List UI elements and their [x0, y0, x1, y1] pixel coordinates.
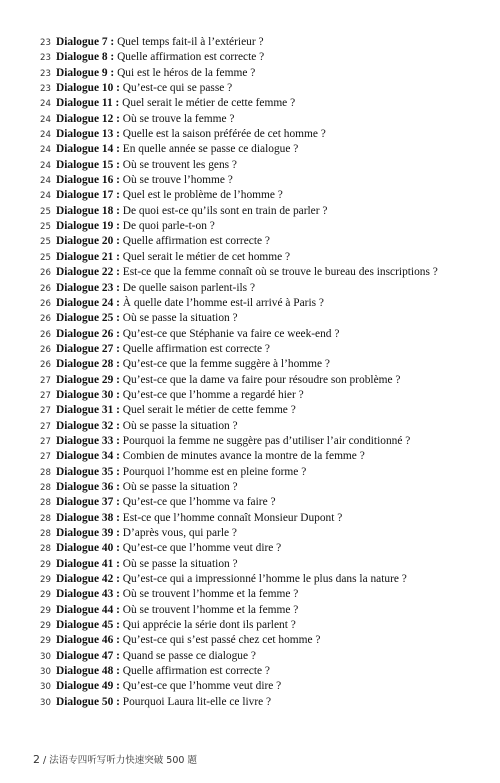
dialogue-row	[40, 480, 500, 495]
dialogue-row	[40, 357, 500, 372]
dialogue-label: Dialogue 15 :	[56, 158, 120, 171]
page-ref: 26	[40, 283, 51, 294]
dialogue-question: Quand se passe ce dialogue ?	[122, 649, 256, 662]
dialogue-row	[40, 618, 500, 633]
dialogue-row	[40, 649, 500, 664]
dialogue-question: Qui est le héros de la femme ?	[117, 66, 256, 79]
dialogue-label: Dialogue 25 :	[56, 312, 120, 325]
dialogue-label: Dialogue 49 :	[56, 680, 120, 693]
page-ref: 28	[40, 482, 51, 493]
dialogue-row	[40, 50, 500, 65]
dialogue-label: Dialogue 10 :	[56, 82, 120, 95]
dialogue-row	[40, 664, 500, 679]
page-ref: 27	[40, 390, 51, 401]
dialogue-question: Où se passe la situation ?	[122, 419, 238, 432]
page-ref: 24	[40, 99, 51, 110]
page-ref: 27	[40, 375, 51, 386]
page-ref: 29	[40, 621, 51, 632]
page-ref: 25	[40, 252, 51, 263]
dialogue-label: Dialogue 47 :	[56, 649, 120, 662]
dialogue-question: Quel est le problème de l’homme ?	[122, 189, 283, 202]
dialogue-question: Pourquoi l’homme est en pleine forme ?	[122, 465, 307, 478]
dialogue-label: Dialogue 28 :	[56, 358, 120, 371]
page-ref: 27	[40, 406, 51, 417]
page-ref: 29	[40, 605, 51, 616]
dialogue-label: Dialogue 45 :	[56, 619, 120, 632]
dialogue-row	[40, 265, 500, 280]
dialogue-label: Dialogue 12 :	[56, 112, 120, 125]
dialogue-row	[40, 587, 500, 602]
dialogue-label: Dialogue 18 :	[56, 204, 120, 217]
dialogue-question: Où se passe la situation ?	[122, 312, 238, 325]
dialogue-question: D’après vous, qui parle ?	[122, 527, 237, 539]
dialogue-row	[40, 327, 500, 342]
dialogue-row	[40, 465, 500, 480]
dialogue-row	[40, 188, 500, 203]
dialogue-label: Dialogue 14 :	[56, 143, 120, 156]
page-ref: 25	[40, 237, 51, 248]
dialogue-label: Dialogue 26 :	[56, 327, 120, 340]
page-ref: 24	[40, 160, 51, 171]
page-ref: 23	[40, 38, 51, 48]
dialogue-label: Dialogue 31 :	[56, 404, 120, 417]
dialogue-row	[40, 204, 500, 219]
dialogue-label: Dialogue 24 :	[56, 296, 120, 309]
dialogue-question: Quel serait le métier de cette femme ?	[122, 404, 296, 417]
page-ref: 26	[40, 314, 51, 325]
dialogue-question: À quelle date l’homme est-il arrivé à Paris ?	[122, 296, 324, 309]
dialogue-row	[40, 158, 500, 173]
page-ref: 29	[40, 590, 51, 601]
page-ref: 28	[40, 529, 51, 539]
dialogue-label: Dialogue 19 :	[56, 220, 120, 233]
page-ref: 28	[40, 498, 51, 509]
dialogue-row	[40, 511, 500, 526]
dialogue-row	[40, 495, 500, 510]
dialogue-question: Quelle affirmation est correcte ?	[122, 235, 270, 248]
page-ref: 23	[40, 68, 51, 79]
dialogue-label: Dialogue 29 :	[56, 373, 120, 386]
dialogue-row	[40, 35, 500, 50]
dialogue-row	[40, 234, 500, 249]
dialogue-question: Quelle affirmation est correcte ?	[122, 665, 270, 678]
dialogue-row	[40, 434, 500, 449]
dialogue-label: Dialogue 16 :	[56, 174, 120, 187]
dialogue-label: Dialogue 30 :	[56, 388, 120, 401]
dialogue-label: Dialogue 23 :	[56, 281, 120, 294]
page-ref: 26	[40, 298, 51, 309]
page-ref: 30	[40, 651, 51, 662]
page-ref: 23	[40, 84, 51, 95]
dialogue-row	[40, 603, 500, 618]
dialogue-label: Dialogue 33 :	[56, 434, 120, 447]
dialogue-question: Où se trouvent l’homme et la femme ?	[122, 588, 299, 601]
dialogue-label: Dialogue 11 :	[56, 97, 120, 110]
dialogue-row	[40, 66, 500, 81]
page-ref: 30	[40, 682, 51, 693]
dialogue-question: Quel serait le métier de cette femme ?	[122, 97, 296, 110]
dialogue-label: Dialogue 8 :	[56, 51, 115, 64]
dialogue-label: Dialogue 50 :	[56, 695, 120, 708]
dialogue-question: Où se trouvent l’homme et la femme ?	[122, 603, 299, 616]
dialogue-row	[40, 250, 500, 265]
dialogue-label: Dialogue 37 :	[56, 496, 120, 509]
dialogue-row	[40, 679, 500, 694]
page-ref: 26	[40, 268, 51, 279]
page-ref: 28	[40, 513, 51, 524]
dialogue-label: Dialogue 46 :	[56, 634, 120, 647]
dialogue-question: Qui apprécie la série dont ils parlent ?	[122, 619, 296, 632]
dialogue-question: Est-ce que la femme connaît où se trouve le bureau des inscriptions ?	[122, 266, 438, 279]
dialogue-row	[40, 695, 500, 710]
page-ref: 25	[40, 222, 51, 233]
dialogue-question: Où se passe la situation ?	[122, 480, 238, 493]
dialogue-row	[40, 526, 500, 541]
page-ref: 26	[40, 344, 51, 355]
dialogue-question: Combien de minutes avance la montre de la femme ?	[122, 450, 365, 463]
dialogue-row	[40, 541, 500, 556]
dialogue-label: Dialogue 36 :	[56, 480, 120, 493]
dialogue-row	[40, 112, 500, 127]
dialogue-label: Dialogue 20 :	[56, 235, 120, 248]
dialogue-question: Qu’est-ce que la femme suggère à l’homme ?	[122, 358, 330, 371]
dialogue-label: Dialogue 22 :	[56, 266, 120, 279]
dialogue-row	[40, 296, 500, 311]
page-ref: 26	[40, 360, 51, 371]
dialogue-question-list	[40, 35, 500, 710]
page-ref: 26	[40, 329, 51, 340]
page-ref: 29	[40, 575, 51, 586]
dialogue-question: Pourquoi la femme ne suggère pas d’utiliser l’air conditionné ?	[122, 434, 411, 447]
page-ref: 27	[40, 436, 51, 447]
dialogue-label: Dialogue 17 :	[56, 189, 120, 202]
dialogue-row	[40, 96, 500, 111]
dialogue-row	[40, 173, 500, 188]
dialogue-question: De quoi est-ce qu’ils sont en train de parler ?	[122, 204, 328, 217]
dialogue-question: Qu’est-ce que l’homme a regardé hier ?	[122, 388, 304, 401]
dialogue-row	[40, 403, 500, 418]
dialogue-question: Pourquoi Laura lit-elle ce livre ?	[122, 695, 272, 708]
dialogue-row	[40, 81, 500, 96]
dialogue-question: Quelle affirmation est correcte ?	[117, 51, 265, 64]
dialogue-question: En quelle année se passe ce dialogue ?	[122, 143, 299, 156]
dialogue-row	[40, 373, 500, 388]
dialogue-label: Dialogue 42 :	[56, 573, 120, 586]
dialogue-question: Où se trouve la femme ?	[122, 112, 235, 125]
dialogue-question: Qu’est-ce que l’homme veut dire ?	[122, 680, 282, 693]
dialogue-label: Dialogue 41 :	[56, 557, 120, 570]
page-ref: 23	[40, 53, 51, 64]
dialogue-row	[40, 388, 500, 403]
dialogue-label: Dialogue 9 :	[56, 66, 115, 79]
dialogue-question: Quel serait le métier de cet homme ?	[122, 250, 291, 263]
dialogue-question: Qu’est-ce que la dame va faire pour résoudre son problème ?	[122, 373, 401, 386]
dialogue-row	[40, 557, 500, 572]
page-ref: 29	[40, 636, 51, 647]
dialogue-question: Qu’est-ce qui s’est passé chez cet homme ?	[122, 634, 321, 647]
dialogue-row	[40, 219, 500, 234]
dialogue-question: De quoi parle-t-on ?	[122, 220, 215, 233]
dialogue-row	[40, 633, 500, 648]
dialogue-row	[40, 449, 500, 464]
page-ref: 24	[40, 130, 51, 141]
page-ref: 24	[40, 145, 51, 156]
dialogue-label: Dialogue 35 :	[56, 465, 120, 478]
dialogue-row	[40, 342, 500, 357]
page-ref: 30	[40, 697, 51, 708]
dialogue-question: Est-ce que l’homme connaît Monsieur Dupont ?	[122, 511, 343, 524]
dialogue-label: Dialogue 40 :	[56, 542, 120, 555]
page-ref: 29	[40, 559, 51, 570]
dialogue-label: Dialogue 38 :	[56, 511, 120, 524]
dialogue-label: Dialogue 27 :	[56, 342, 120, 355]
page-ref: 28	[40, 467, 51, 478]
dialogue-question: Qu’est-ce que Stéphanie va faire ce week-end ?	[122, 327, 340, 340]
dialogue-question: Qu’est-ce que l’homme veut dire ?	[122, 542, 282, 555]
page-ref: 24	[40, 191, 51, 202]
dialogue-label: Dialogue 39 :	[56, 527, 120, 539]
dialogue-row	[40, 281, 500, 296]
dialogue-question: Où se trouvent les gens ?	[122, 158, 237, 171]
dialogue-question: Où se passe la situation ?	[122, 557, 238, 570]
dialogue-question: Qu’est-ce qui se passe ?	[122, 82, 233, 95]
dialogue-label: Dialogue 34 :	[56, 450, 120, 463]
page-ref: 30	[40, 667, 51, 678]
dialogue-label: Dialogue 7 :	[56, 36, 115, 48]
dialogue-label: Dialogue 43 :	[56, 588, 120, 601]
dialogue-question: Où se trouve l’homme ?	[122, 174, 233, 187]
dialogue-question: De quelle saison parlent-ils ?	[122, 281, 255, 294]
dialogue-question: Quelle affirmation est correcte ?	[122, 342, 270, 355]
page-ref: 24	[40, 176, 51, 187]
dialogue-label: Dialogue 13 :	[56, 128, 120, 141]
footer-book-title: 法语专四听写听力快速突破 500 题	[49, 755, 197, 766]
dialogue-label: Dialogue 44 :	[56, 603, 120, 616]
dialogue-question: Qu’est-ce que l’homme va faire ?	[122, 496, 276, 509]
page-ref: 27	[40, 452, 51, 463]
dialogue-row	[40, 142, 500, 157]
dialogue-label: Dialogue 48 :	[56, 665, 120, 678]
dialogue-question: Quel temps fait-il à l’extérieur ?	[117, 36, 264, 48]
dialogue-question: Quelle est la saison préférée de cet homme ?	[122, 128, 326, 141]
page-footer	[33, 752, 197, 766]
footer-separator: /	[43, 755, 47, 766]
page-ref: 28	[40, 544, 51, 555]
dialogue-row	[40, 572, 500, 587]
dialogue-row	[40, 127, 500, 142]
footer-page-number: 2	[33, 753, 40, 766]
page-ref: 27	[40, 421, 51, 432]
dialogue-label: Dialogue 21 :	[56, 250, 120, 263]
dialogue-question: Qu’est-ce qui a impressionné l’homme le plus dans la nature ?	[122, 573, 407, 586]
dialogue-label: Dialogue 32 :	[56, 419, 120, 432]
dialogue-row	[40, 311, 500, 326]
page-ref: 24	[40, 114, 51, 125]
dialogue-row	[40, 419, 500, 434]
page-ref: 25	[40, 206, 51, 217]
